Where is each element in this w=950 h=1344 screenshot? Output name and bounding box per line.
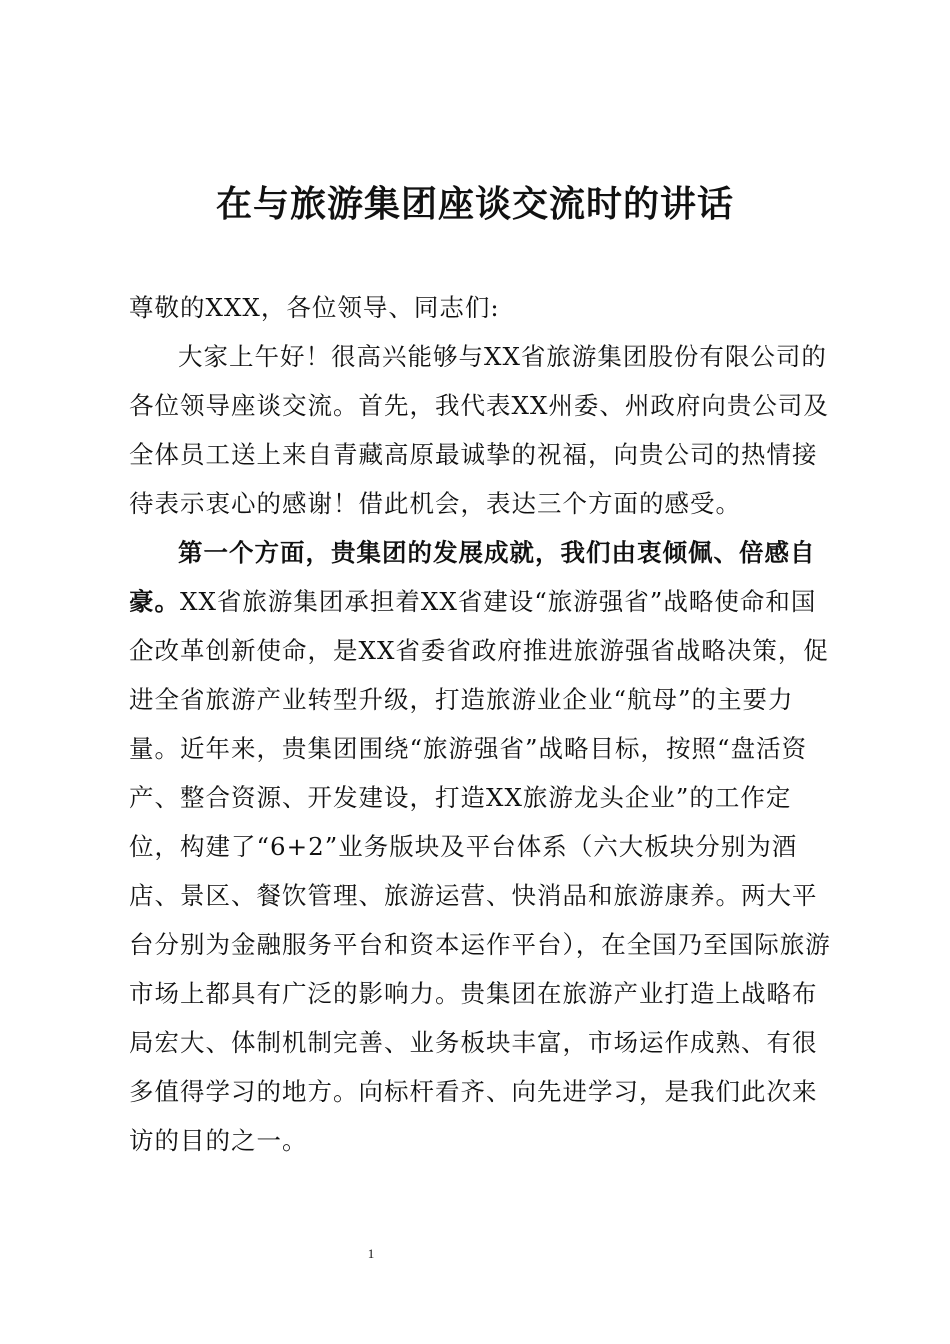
document-title: 在与旅游集团座谈交流时的讲话	[215, 183, 734, 225]
page-number: 1	[367, 1246, 375, 1261]
paragraph-lead-sentence: 第一个方面，贵集团的发展成就，我们由衷倾佩、倍感自豪。	[129, 538, 816, 616]
paragraph-greeting: 大家上午好！很高兴能够与XX省旅游集团股份有限公司的各位领导座谈交流。首先，我代表XX州委、州政府向贵公司及全体员工送上来自青藏高原最诚挚的祝福，向贵公司的热情接待表示衷心的感谢！借此机会，表达三个方面的感受。	[129, 342, 829, 518]
paragraph-first-aspect	[129, 528, 833, 1165]
document-body	[129, 283, 833, 1165]
paragraph-body-text: XX省旅游集团承担着XX省建设“旅游强省”战略使命和国企改革创新使命，是XX省委省政府推进旅游强省战略决策，促进全省旅游产业转型升级，打造旅游业企业“航母”的主要力量。近年来，贵集团围绕“旅游强省”战略目标，按照“盘活资产、整合资源、开发建设，打造XX旅游龙头企业”的工作定位，构建了“6+2”业务版块及平台体系（六大板块分别为酒店、景区、餐饮管理、旅游运营、快消品和旅游康养。两大平台分别为金融服务平台和资本运作平台），在全国乃至国际旅游市场上都具有广泛的影响力。贵集团在旅游产业打造上战略布局宏大、体制机制完善、业务板块丰富，市场运作成熟、有很多值得学习的地方。向标杆看齐、向先进学习，是我们此次来访的目的之一。	[129, 587, 831, 1155]
salutation: 尊敬的XXX，各位领导、同志们:	[129, 293, 500, 322]
